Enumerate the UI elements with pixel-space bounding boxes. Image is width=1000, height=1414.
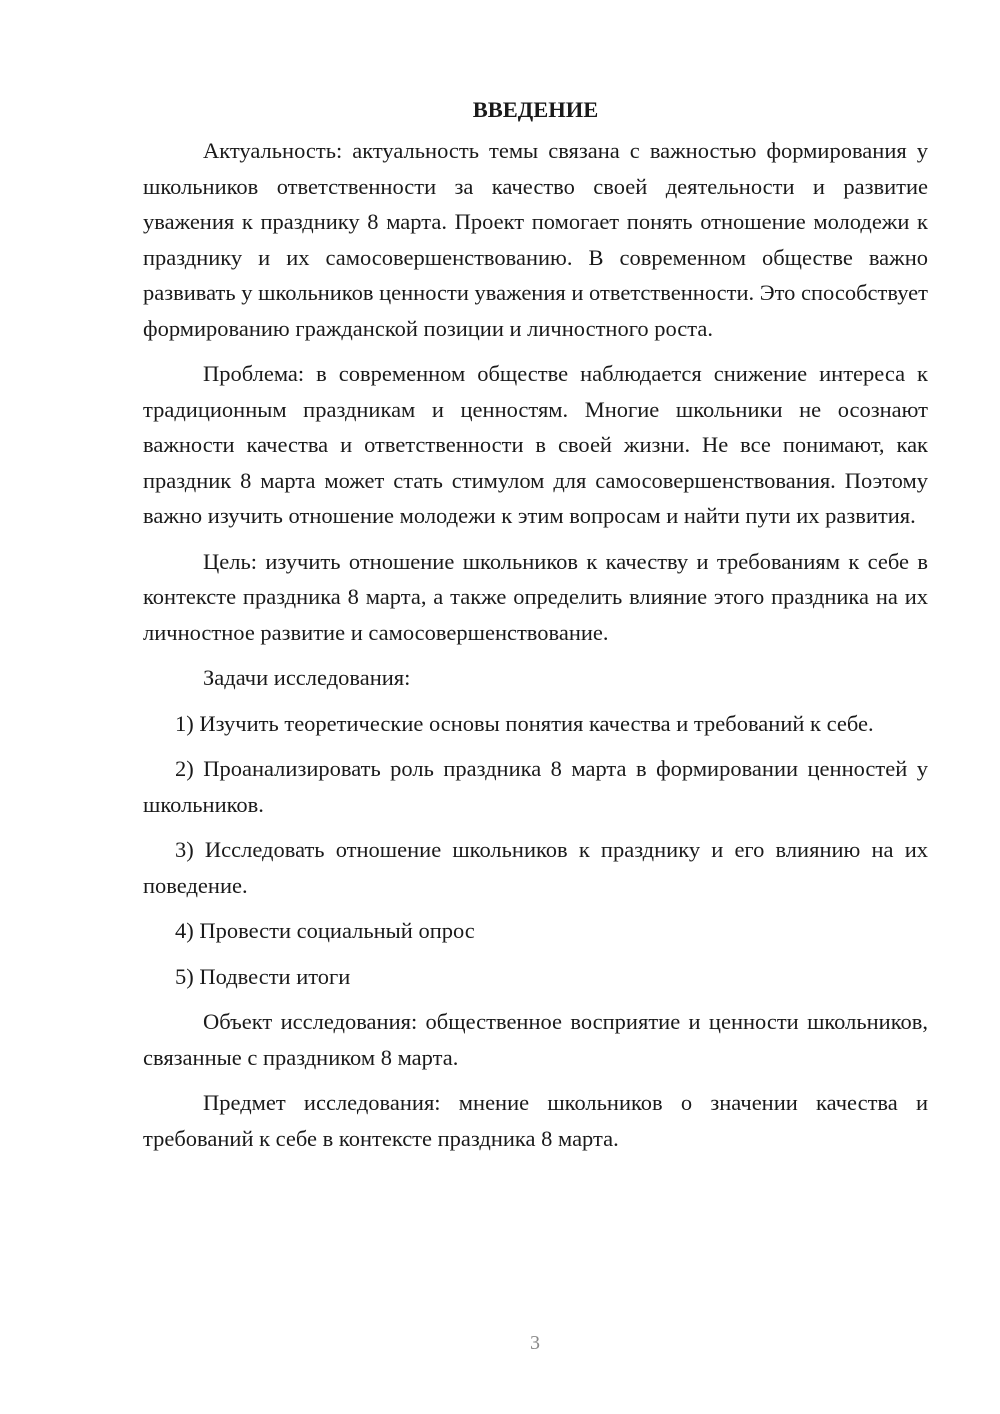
paragraph-relevance: Актуальность: актуальность темы связана с важностью формирования у школьников ответственности за качество своей деятельности и развитие уважения к празднику 8 марта. Проект помогает понять отношение молодежи к празднику и их самосовершенствованию. В современном обществе важно развивать у школьников ценности уважения и ответственности. Это способствует формированию гражданской позиции и личностного роста. xyxy=(143,138,928,341)
task-item-4: 4) Провести социальный опрос xyxy=(175,918,475,943)
page-number: 3 xyxy=(530,1332,540,1354)
task-item-1: 1) Изучить теоретические основы понятия качества и требований к себе. xyxy=(175,710,874,736)
task-item-5: 5) Подвести итоги xyxy=(175,963,351,989)
section-title: ВВЕДЕНИЕ xyxy=(472,97,599,122)
page-content xyxy=(143,92,928,1166)
task-item-3: 3) Исследовать отношение школьников к празднику и его влиянию на их поведение. xyxy=(143,837,928,898)
paragraph-subject: Предмет исследования: мнение школьников о значении качества и требований к себе в контексте праздника 8 марта. xyxy=(143,1090,928,1151)
tasks-heading: Задачи исследования: xyxy=(203,665,411,690)
paragraph-problem: Проблема: в современном обществе наблюдается снижение интереса к традиционным праздникам и ценностям. Многие школьники не осознают важности качества и ответственности в своей жизни. Не все понимают, как праздник 8 марта может стать стимулом для самосовершенствования. Поэтому важно изучить отношение молодежи к этим вопросам и найти пути их развития. xyxy=(143,361,928,528)
paragraph-goal: Цель: изучить отношение школьников к качеству и требованиям к себе в контексте праздника 8 марта, а также определить влияние этого праздника на их личностное развитие и самосовершенствование. xyxy=(143,548,928,645)
task-item-2: 2) Проанализировать роль праздника 8 марта в формировании ценностей у школьников. xyxy=(143,756,928,817)
paragraph-object: Объект исследования: общественное восприятие и ценности школьников, связанные с праздником 8 марта. xyxy=(143,1009,928,1070)
